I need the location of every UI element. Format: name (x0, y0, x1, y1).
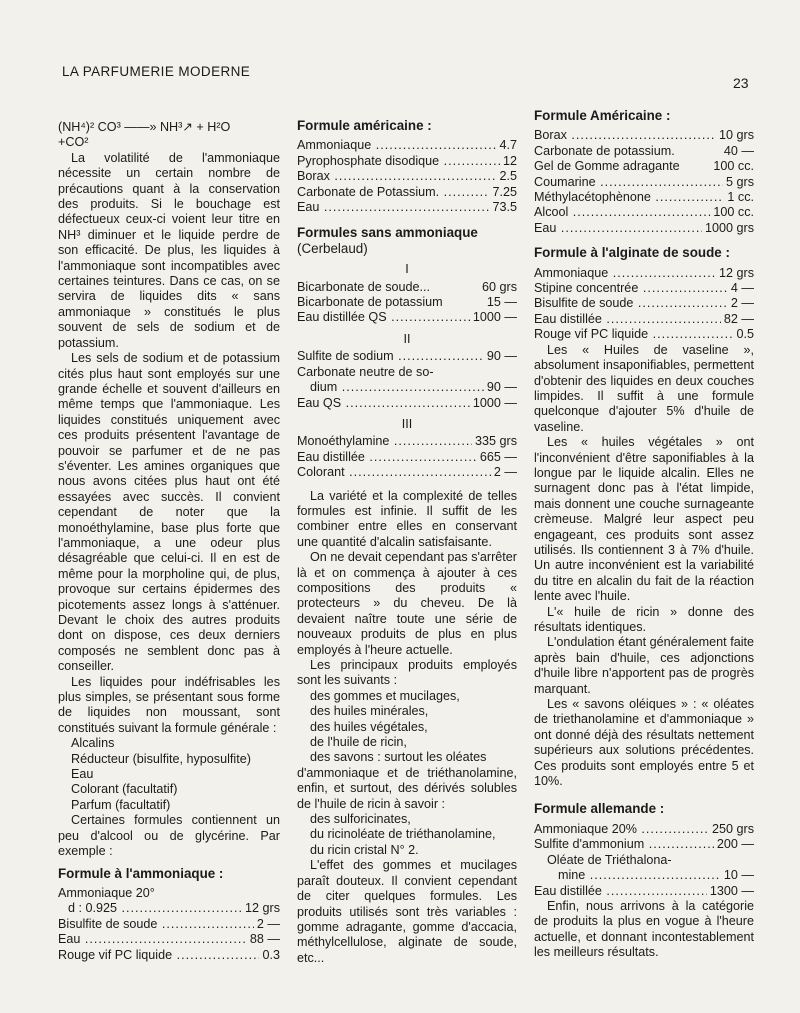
formula-ingredient: Monoéthylamine ..... (297, 434, 472, 449)
formula-row (534, 312, 754, 327)
formula-quantity: 2.5 (499, 169, 517, 184)
formula-quantity: 1 cc. (727, 190, 754, 205)
column-middle (297, 112, 517, 966)
formula-ingredient: Ammoniaque 20% ..... (534, 822, 709, 837)
formula-row (297, 396, 517, 411)
formula-quantity: 12 (502, 153, 517, 168)
formula-quantity: 1000 grs (704, 220, 754, 235)
formula-row (297, 280, 517, 295)
formula-row (297, 434, 517, 449)
formula-quantity: 2 — (493, 465, 517, 480)
formula-ingredient: Colorant ..... (297, 465, 491, 480)
formula-row (58, 948, 280, 963)
formula-row (534, 128, 754, 143)
formula-row (297, 450, 517, 465)
formula-ingredient: mine ..... (534, 868, 721, 883)
paragraph: L'« huile de ricin » donne des résultats identiques. (534, 604, 754, 634)
formula-row (534, 205, 754, 220)
formula-ingredient: Méthylacétophènone ..... (534, 190, 724, 205)
formula-quantity: 12 grs (718, 265, 754, 280)
paragraph: Les liquides pour indéfrisables les plus simples, se présentant sous forme de liquides non moussant, sont constitués suivant la formule générale : (58, 674, 280, 735)
formula-quantity: 1000 — (472, 310, 517, 325)
paragraph: Les « savons oléiques » : « oléates de triethanolamine et d'ammoniaque » ont donné déjà des résultats nettement supérieurs aux solutions précédentes. Ces produits sont employés entre 5 et 10%. (534, 697, 754, 789)
paragraph: Certaines formules contiennent un peu d'alcool ou de glycérine. Par exemple : (58, 813, 280, 859)
formula-ingredient: Carbonate de potassium. (534, 143, 675, 158)
formula-ingredient: Oléate de Triéthalona- (547, 852, 672, 867)
formula-heading: Formule américaine : (297, 118, 432, 133)
formula-ingredient: Bisulfite de soude ..... (58, 917, 254, 932)
formula-row (534, 175, 754, 190)
formula-quantity: 0.5 (736, 327, 754, 342)
formula-heading-source: (Cerbelaud) (297, 240, 368, 256)
list-item: des gommes et mucilages, (310, 688, 460, 703)
paragraph: d'ammoniaque et de triéthanolamine, enfin, et surtout, des dérivés solubles de l'huile de ricin à savoir : (297, 765, 517, 811)
formula-quantity (514, 365, 517, 380)
formula-row (534, 853, 754, 868)
list-item: Réducteur (bisulfite, hyposulfite) (71, 751, 251, 766)
formula-quantity: 82 — (723, 311, 754, 326)
formula-quantity: 2 — (256, 916, 280, 931)
formula-ingredient: Carbonate de Potassium. ..... (297, 185, 489, 200)
list-item: Alcalins (71, 736, 115, 751)
formula-quantity: 200 — (716, 837, 754, 852)
formula-row (297, 200, 517, 215)
formula-ingredient: Eau distillée QS ..... (297, 310, 470, 325)
formula-row (534, 822, 754, 837)
list-item: des sulforicinates, (310, 812, 411, 827)
paragraph: L'effet des gommes et mucilages paraît douteux. Il convient cependant de citer quelques formules. Les produits utilisés sont très variables : gomme adragante, gomme d'accacia, méthylcellulose, alginate de soude, etc... (297, 858, 517, 965)
paragraph: Les « huiles végétales » ont l'inconvénient d'être saponifiables à la longue par le liquide alcalin. Elles ne surnagent donc pas à l'état limpide, mais donnent une couche surnageante crèmeuse. Malgré leur aspect peu engageant, ces produits sont assez utilisés. Ils contiennent 3 à 7% d'huile. Un autre inconvénient est la variabilité du titre en alcalin du fait de la réaction lente avec l'huile. (534, 435, 754, 604)
formula-quantity: 7.25 (492, 184, 517, 199)
formula-row (534, 221, 754, 236)
formula-ingredient: Borax ..... (534, 128, 716, 143)
paragraph: Les « Huiles de vaseline », absolument insaponifiables, permettent d'obtenir des liquides en deux couches limpides. Il suffit à une formule quelconque d'ajouter 5% d'huile de vaseline. (534, 342, 754, 434)
formula-quantity: 100 cc. (713, 159, 754, 174)
formula-ingredient: Eau ..... (58, 932, 247, 947)
formula-heading: Formule à l'ammoniaque : (58, 865, 224, 881)
formula-quantity: 88 — (249, 932, 280, 947)
formula-ingredient: Eau QS ..... (297, 396, 470, 411)
formula-quantity: 665 — (479, 449, 517, 464)
list-item: Colorant (facultatif) (71, 782, 178, 797)
formula-row (297, 138, 517, 153)
formula-quantity: 15 — (486, 295, 517, 310)
paragraph: On ne devait cependant pas s'arrêter là et on commença à ajouter à ces compositions des produits « protecteurs » du cheveu. De là devaient naître toute une série de nouveaux produits de plus en plus employés à l'heure actuelle. (297, 550, 517, 657)
formula-heading-text: Formules sans ammoniaque (297, 225, 478, 241)
list-item: des savons : surtout les oléates (310, 750, 487, 765)
formula-row (534, 884, 754, 899)
formula-ingredient: Gel de Gomme adragante (534, 159, 680, 174)
running-header: LA PARFUMERIE MODERNE (62, 64, 251, 79)
formula-quantity: 250 grs (711, 821, 754, 836)
formula-ingredient: Eau distillée ..... (534, 312, 721, 327)
formula-row (297, 154, 517, 169)
formula-quantity: 4.7 (499, 138, 517, 153)
list-item: des huiles minérales, (310, 704, 429, 719)
formula-quantity: 1300 — (709, 883, 754, 898)
list-item: des huiles végétales, (310, 719, 428, 734)
chemical-equation-cont: +CO² (58, 135, 89, 150)
formula-ingredient: Alcool ..... (534, 205, 710, 220)
formula-ingredient: Coumarine ..... (534, 175, 723, 190)
formula-row (534, 266, 754, 281)
formula-row (58, 901, 280, 916)
formula-row (297, 169, 517, 184)
formula-quantity: 4 — (730, 281, 754, 296)
formula-ingredient: Stipine concentrée ..... (534, 281, 728, 296)
formula-ingredient: Ammoniaque ..... (297, 138, 496, 153)
formula-row (534, 144, 754, 159)
formula-row (534, 327, 754, 342)
list-item: du ricin cristal N° 2. (310, 842, 419, 857)
paragraph: La variété et la complexité de telles formules est infinie. Il suffit de les combiner entre elles en conservant une quantité d'alcalin satisfaisante. (297, 488, 517, 549)
formula-ingredient: d : 0.925 ..... (58, 901, 242, 916)
formula-row (58, 917, 280, 932)
formula-row (58, 932, 280, 947)
formula-row (534, 281, 754, 296)
formula-ingredient: Sulfite d'ammonium ..... (534, 837, 714, 852)
formula-quantity: 73.5 (492, 200, 517, 215)
formula-heading (297, 225, 517, 256)
formula-quantity: 2 — (730, 296, 754, 311)
formula-quantity: 335 grs (474, 434, 517, 449)
column-right (534, 108, 754, 961)
formula-ingredient: dium ..... (297, 380, 484, 395)
formula-group-number: II (403, 331, 411, 346)
formula-quantity: 90 — (486, 380, 517, 395)
page-number: 23 (733, 75, 749, 91)
formula-line: Ammoniaque 20° (58, 885, 155, 900)
formula-ingredient: Bicarbonate de soude... (297, 279, 431, 294)
formula-row (534, 837, 754, 852)
list-item: de l'huile de ricin, (310, 735, 407, 750)
formula-row (297, 349, 517, 364)
formula-ingredient: Carbonate neutre de so- (297, 364, 434, 379)
formula-quantity (751, 853, 754, 868)
list-item: Parfum (facultatif) (71, 797, 171, 812)
column-left (58, 120, 280, 963)
formula-ingredient: Eau ..... (534, 221, 702, 236)
formula-ingredient: Rouge vif PC liquide ..... (58, 948, 259, 963)
formula-quantity: 12 grs (244, 901, 280, 916)
formula-ingredient: Pyrophosphate disodique ..... (297, 154, 500, 169)
formula-group-number: III (401, 416, 413, 431)
formula-quantity: 100 cc. (713, 205, 754, 220)
formula-ingredient: Eau distillée ..... (297, 450, 477, 465)
paragraph: L'ondulation étant généralement faite après bain d'huile, ces adjonctions d'huile libre n'apportent pas de progrès marquant. (534, 635, 754, 696)
formula-row (534, 159, 754, 174)
formula-quantity: 10 — (723, 868, 754, 883)
paragraph: Les principaux produits employés sont les suivants : (297, 658, 517, 688)
chemical-equation: (NH⁴)² CO³ ——» NH³↗ + H²O (58, 120, 231, 134)
paragraph: Les sels de sodium et de potassium cités plus haut sont employés sur une grande échelle et souvent d'ailleurs en même temps que l'ammoniaque. Les liquides constitués uniquement avec ces produits présentent l'avantage de pouvoir se parfumer et de ne pas s'éventer. Les amines organiques que nous avons citées plus haut ont été essayées avec succès. Il convient cependant de noter que la monoéthylamine, base plus forte que l'ammoniaque, a une odeur plus désagréable que celui-ci. Il en est de même pour la morpholine qui, de plus, provoque sur certains épidermes des picotements assez longs à s'atténuer. Devant le choix des autres produits dont on dispose, ces deux derniers composés ne semblent donc pas à conseiller. (58, 351, 280, 674)
formula-ingredient: Eau distillée ..... (534, 884, 707, 899)
formula-quantity: 40 — (723, 143, 754, 158)
formula-ingredient: Eau ..... (297, 200, 489, 215)
formula-ingredient: Sulfite de sodium ..... (297, 349, 484, 364)
formula-row (534, 190, 754, 205)
formula-row (534, 868, 754, 883)
formula-quantity: 5 grs (726, 174, 754, 189)
formula-row (297, 365, 517, 380)
formula-ingredient: Borax ..... (297, 169, 496, 184)
formula-quantity: 10 grs (718, 128, 754, 143)
formula-ingredient: Bicarbonate de potassium (297, 295, 443, 310)
formula-quantity: 1000 — (472, 395, 517, 410)
formula-row (297, 295, 517, 310)
formula-ingredient: Bisulfite de soude ..... (534, 296, 728, 311)
formula-group-number: I (405, 262, 409, 277)
list-item: Eau (71, 767, 94, 782)
formula-row (297, 465, 517, 480)
formula-row (297, 380, 517, 395)
paragraph: La volatilité de l'ammoniaque nécessite un certain nombre de précautions quant à la conservation des produits. Si le bouchage est défectueux ceux-ci voient leur titre en NH³ diminuer et le liquide perdre de son efficacité. De plus, les liquides à l'ammoniaque sont incompatibles avec certaines teintures. Dans ce cas, on se servira de liquides dits « sans ammoniaque » constitués le plus souvent de sels de sodium et de potassium. (58, 150, 280, 350)
list-item: du ricinoléate de triéthanolamine, (310, 827, 496, 842)
formula-ingredient: Ammoniaque ..... (534, 266, 716, 281)
formula-heading: Formule allemande : (534, 801, 665, 817)
formula-quantity: 60 grs (481, 279, 517, 294)
formula-heading: Formule à l'alginate de soude : (534, 245, 730, 261)
formula-quantity: 0.3 (262, 947, 280, 962)
paragraph: Enfin, nous arrivons à la catégorie de produits la plus en vogue à l'heure actuelle, et donnant incontestablement les meilleurs résultats. (534, 898, 754, 960)
formula-heading: Formule Américaine : (534, 108, 671, 123)
formula-quantity: 90 — (486, 349, 517, 364)
formula-ingredient: Rouge vif PC liquide ..... (534, 327, 733, 342)
formula-row (534, 296, 754, 311)
formula-row (297, 310, 517, 325)
formula-row (297, 185, 517, 200)
